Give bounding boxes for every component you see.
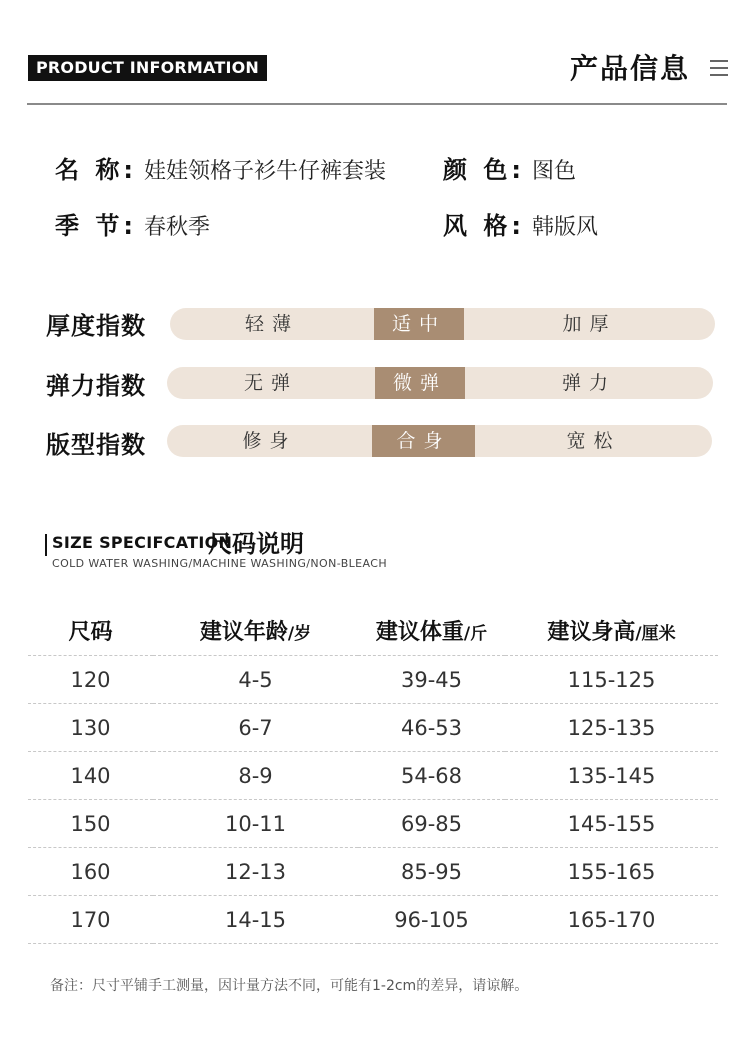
season-value: 春秋季 — [143, 215, 210, 240]
size-section-marker — [45, 534, 47, 556]
cell-height: 165-170 — [505, 896, 718, 944]
header-height-unit: /厘米 — [635, 623, 676, 644]
elasticity-option-none: 无弹 — [243, 372, 298, 394]
color-label: 颜 色: — [443, 156, 525, 184]
thickness-option-medium: 适中 — [374, 308, 464, 340]
cell-weight: 54-68 — [358, 752, 505, 800]
season-label: 季 节: — [55, 212, 137, 240]
size-table-header-row — [28, 605, 718, 656]
thickness-index-bar — [170, 308, 715, 340]
table-row — [28, 848, 718, 896]
cell-height: 135-145 — [505, 752, 718, 800]
elasticity-option-stretch: 弹力 — [561, 372, 616, 394]
info-season — [55, 206, 210, 241]
header-divider — [27, 103, 727, 105]
fit-index-bar — [167, 425, 712, 457]
style-label: 风 格: — [443, 212, 525, 240]
size-table — [28, 605, 718, 944]
header-size-label: 尺码 — [68, 619, 113, 645]
size-section-title-cn: 尺码说明 — [208, 530, 304, 558]
menu-line — [710, 67, 728, 69]
color-value: 图色 — [531, 159, 576, 184]
cell-height: 115-125 — [505, 656, 718, 704]
cell-age: 10-11 — [153, 800, 358, 848]
size-section-subtitle: COLD WATER WASHING/MACHINE WASHING/NON-BLEACH — [52, 557, 387, 570]
table-row — [28, 752, 718, 800]
header-size — [28, 605, 153, 656]
cell-age: 8-9 — [153, 752, 358, 800]
fit-option-slim: 修身 — [242, 430, 297, 452]
menu-line — [710, 74, 728, 76]
name-value: 娃娃领格子衫牛仔裤套装 — [143, 159, 386, 184]
menu-line — [710, 60, 728, 62]
info-name — [55, 150, 386, 185]
info-style — [443, 206, 598, 241]
size-section-title-en: SIZE SPECIFCATION — [52, 533, 233, 552]
thickness-option-thick: 加厚 — [562, 313, 617, 335]
style-value: 韩版风 — [531, 215, 598, 240]
cell-age: 14-15 — [153, 896, 358, 944]
cell-height: 155-165 — [505, 848, 718, 896]
header-height-label: 建议身高 — [547, 619, 636, 645]
header-weight — [358, 605, 505, 656]
elasticity-index-bar — [167, 367, 713, 399]
page-title: 产品信息 — [570, 52, 691, 85]
hamburger-menu-icon[interactable] — [710, 60, 728, 76]
cell-size: 150 — [28, 800, 153, 848]
elasticity-index-label: 弹力指数 — [46, 372, 146, 400]
cell-size: 170 — [28, 896, 153, 944]
cell-size: 160 — [28, 848, 153, 896]
cell-size: 140 — [28, 752, 153, 800]
cell-height: 125-135 — [505, 704, 718, 752]
cell-height: 145-155 — [505, 800, 718, 848]
measurement-note: 备注：尺寸平铺手工测量，因计量方法不同，可能有1-2cm的差异，请谅解。 — [50, 978, 529, 994]
cell-size: 120 — [28, 656, 153, 704]
cell-weight: 96-105 — [358, 896, 505, 944]
elasticity-option-slight: 微弹 — [375, 367, 465, 399]
header-height — [505, 605, 718, 656]
cell-weight: 85-95 — [358, 848, 505, 896]
cell-weight: 46-53 — [358, 704, 505, 752]
header-weight-label: 建议体重 — [375, 619, 464, 645]
cell-size: 130 — [28, 704, 153, 752]
cell-age: 12-13 — [153, 848, 358, 896]
product-information-badge: PRODUCT INFORMATION — [28, 55, 267, 81]
cell-weight: 69-85 — [358, 800, 505, 848]
table-row — [28, 800, 718, 848]
header-weight-unit: /斤 — [463, 623, 488, 644]
header-age-unit: /岁 — [287, 623, 312, 644]
header-age — [153, 605, 358, 656]
header-age-label: 建议年龄 — [199, 619, 288, 645]
fit-index-label: 版型指数 — [46, 431, 146, 459]
table-row — [28, 656, 718, 704]
cell-age: 4-5 — [153, 656, 358, 704]
info-color — [443, 150, 576, 185]
table-row — [28, 704, 718, 752]
thickness-option-thin: 轻薄 — [244, 313, 299, 335]
name-label: 名 称: — [55, 156, 137, 184]
fit-option-loose: 宽松 — [566, 430, 621, 452]
cell-weight: 39-45 — [358, 656, 505, 704]
fit-option-regular: 合身 — [372, 425, 475, 457]
cell-age: 6-7 — [153, 704, 358, 752]
table-row — [28, 896, 718, 944]
thickness-index-label: 厚度指数 — [46, 312, 146, 340]
